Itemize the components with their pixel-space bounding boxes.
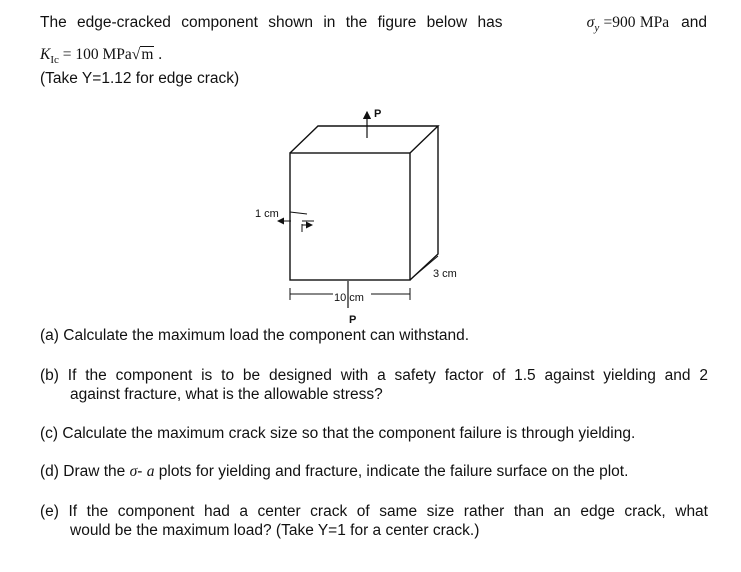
- sqrt-radicand: m: [141, 46, 154, 63]
- k-value: = 100 MPa: [62, 46, 132, 63]
- question-b-line-2: against fracture, what is the allowable stress?: [70, 386, 383, 403]
- crack-dimension-label: 1 cm: [255, 208, 279, 220]
- question-e-line-1: (e) If the component had a center crack of same size rather than an edge crack, what: [40, 503, 708, 520]
- block-top-face: [290, 126, 438, 153]
- geometry-factor-note: (Take Y=1.12 for edge crack): [40, 70, 240, 87]
- width-label: 10 cm: [334, 292, 364, 304]
- sigma-subscript: y: [594, 22, 600, 35]
- question-b-line-1: (b) If the component is to be designed with a safety factor of 1.5 against yielding and 2: [40, 367, 708, 384]
- component-block: [290, 126, 438, 280]
- question-d-a: a: [146, 463, 155, 480]
- question-d-sigma: σ: [129, 463, 138, 480]
- question-a: (a) Calculate the maximum load the component can withstand.: [40, 327, 470, 344]
- question-d-dash: -: [137, 463, 143, 480]
- bottom-load-label: P: [349, 314, 357, 326]
- question-c: (c) Calculate the maximum crack size so that the component failure is through yielding.: [40, 425, 636, 442]
- yield-unit: MPa: [639, 14, 670, 31]
- question-e: [40, 502, 708, 540]
- crack-dimension: [278, 212, 314, 232]
- sigma-symbol: σ: [586, 14, 595, 31]
- k-subscript: Ic: [50, 54, 59, 67]
- question-e-line-2: would be the maximum load? (Take Y=1 for a center crack.): [70, 522, 480, 539]
- top-load-label: P: [374, 108, 382, 120]
- question-d-prefix: (d) Draw the: [40, 463, 126, 480]
- and-word: and: [681, 14, 707, 31]
- question-d-suffix: plots for yielding and fracture, indicate the failure surface on the plot.: [158, 463, 629, 480]
- block-front-face: [290, 153, 410, 280]
- k-period: .: [158, 46, 163, 63]
- thickness-label: 3 cm: [433, 268, 457, 280]
- intro-sentence: The edge-cracked component shown in the figure below has: [40, 14, 503, 31]
- k-symbol: K: [40, 46, 51, 63]
- yield-value: =900: [603, 14, 636, 31]
- sqrt-sign: √: [131, 46, 141, 63]
- question-b: [40, 366, 708, 404]
- question-d: [40, 462, 708, 481]
